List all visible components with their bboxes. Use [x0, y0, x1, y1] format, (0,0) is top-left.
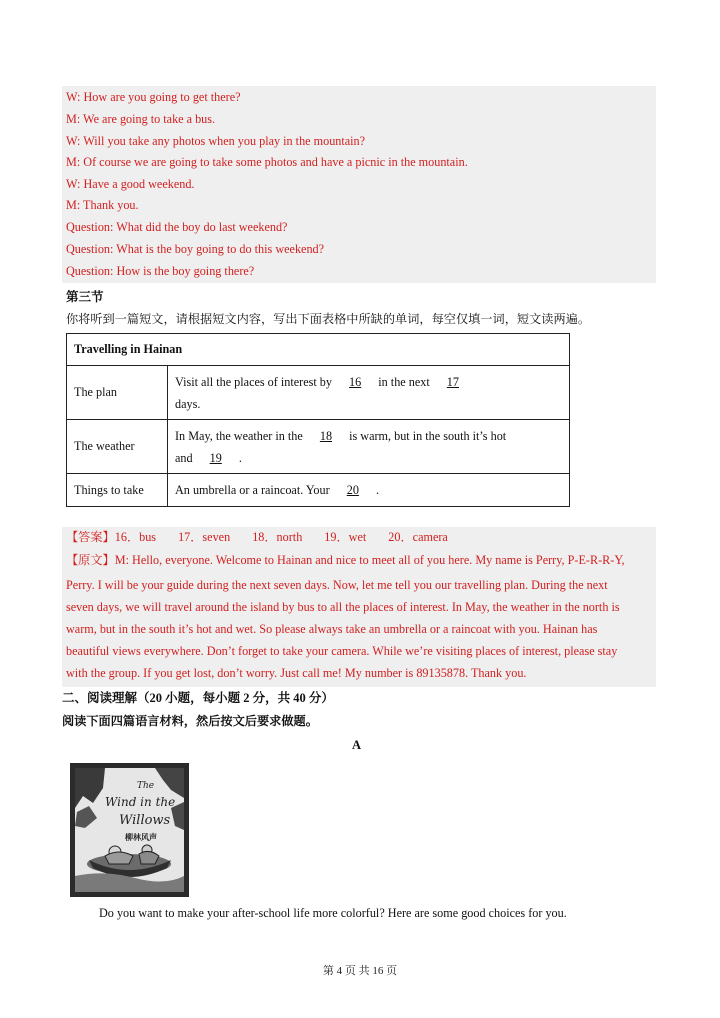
part-title: 二、阅读理解（20 小题，每小题 2 分，共 40 分） [62, 691, 334, 705]
passage-letter: A [352, 738, 362, 752]
book-chinese-title: 柳林风声 [125, 833, 157, 842]
content-text: in the next [378, 374, 430, 389]
content-text: is warm, but in the south it’s hot [349, 428, 507, 443]
book-cover-illustration [75, 768, 184, 892]
dialog-line: M: Of course we are going to take some photos and have a picnic in the mountain. [66, 155, 468, 169]
answer-blank: 19 [209, 450, 222, 465]
content-text: and [175, 450, 193, 465]
answer-item: 20．camera [388, 530, 448, 544]
content-text: . [375, 483, 380, 497]
instruction-text: 你将听到一篇短文，请根据短文内容，写出下面表格中所缺的单词，每空仅填一词，短文读两遍。 [66, 312, 591, 326]
answer-tag: 【答案】 [66, 530, 115, 544]
row-label: The weather [67, 420, 168, 474]
page-footer: 第 4 页 共 16 页 [322, 965, 398, 977]
table-row [67, 474, 570, 507]
book-title-text: Wind in the [105, 795, 176, 809]
dialog-block [62, 86, 656, 283]
original-line: beautiful views everywhere. Don’t forget to take your camera. While we’re visiting places of interest, please stay [66, 644, 618, 658]
dialog-line: M: Thank you. [66, 198, 139, 212]
part-instruction: 阅读下面四篇语言材料，然后按文后要求做题。 [62, 714, 318, 728]
dialog-line: W: Will you take any photos when you play in the mountain? [66, 134, 366, 148]
dialog-line: Question: What did the boy do last weekend? [66, 220, 288, 234]
fill-in-table [66, 333, 570, 507]
answer-line [66, 529, 470, 545]
dialog-line: M: We are going to take a bus. [66, 112, 216, 126]
answer-item: 17．seven [178, 530, 231, 544]
content-text: . [238, 450, 242, 465]
row-label: Things to take [67, 474, 168, 507]
row-label: The plan [67, 366, 168, 420]
answer-blank: 18 [319, 428, 333, 443]
content-text: Visit all the places of interest by [175, 374, 332, 389]
original-line: with the group. If you get lost, don’t worry. Just call me! My number is 89135878. Thank you. [66, 666, 527, 680]
row-content [168, 420, 570, 474]
row-content [168, 474, 570, 507]
table-title: Travelling in Hainan [67, 334, 570, 366]
answer-blank: 20 [346, 483, 359, 497]
answer-block [62, 527, 656, 687]
book-title-text: Willows [119, 813, 171, 828]
table-row [67, 366, 570, 420]
book-title-text: The [137, 781, 155, 791]
answer-blank: 16 [349, 374, 362, 389]
original-line: warm, but in the south it’s hot and wet. So please always take an umbrella or a raincoat with you. Hainan has [66, 622, 598, 636]
book-cover-image [70, 763, 189, 897]
row-content [168, 366, 570, 420]
content-text: In May, the weather in the [175, 428, 303, 443]
dialog-line: W: Have a good weekend. [66, 177, 195, 191]
answer-item: 18．north [252, 530, 303, 544]
content-text: An umbrella or a raincoat. Your [175, 483, 330, 497]
original-line: seven days, we will travel around the island by bus to all the places of interest. In May, the weather in the north is [66, 600, 620, 614]
original-tag: 【原文】 [66, 553, 115, 567]
answer-item: 16．bus [114, 530, 157, 544]
original-line [66, 552, 625, 568]
content-text: days. [175, 396, 201, 411]
original-text: M: Hello, everyone. Welcome to Hainan and nice to meet all of you here. My name is Perry, P-E-R-R-Y, [114, 553, 625, 567]
answer-blank: 17 [446, 374, 459, 389]
table-row [67, 420, 570, 474]
dialog-line: Question: How is the boy going there? [66, 264, 255, 278]
dialog-line: W: How are you going to get there? [66, 90, 241, 104]
intro-text: Do you want to make your after-school life more colorful? Here are some good choices for you. [99, 906, 567, 920]
dialog-line: Question: What is the boy going to do this weekend? [66, 242, 325, 256]
answer-item: 19．wet [324, 530, 367, 544]
section-title: 第三节 [66, 290, 104, 304]
original-line: Perry. I will be your guide during the next seven days. Now, let me tell you our travelling plan. During the next [66, 578, 608, 592]
